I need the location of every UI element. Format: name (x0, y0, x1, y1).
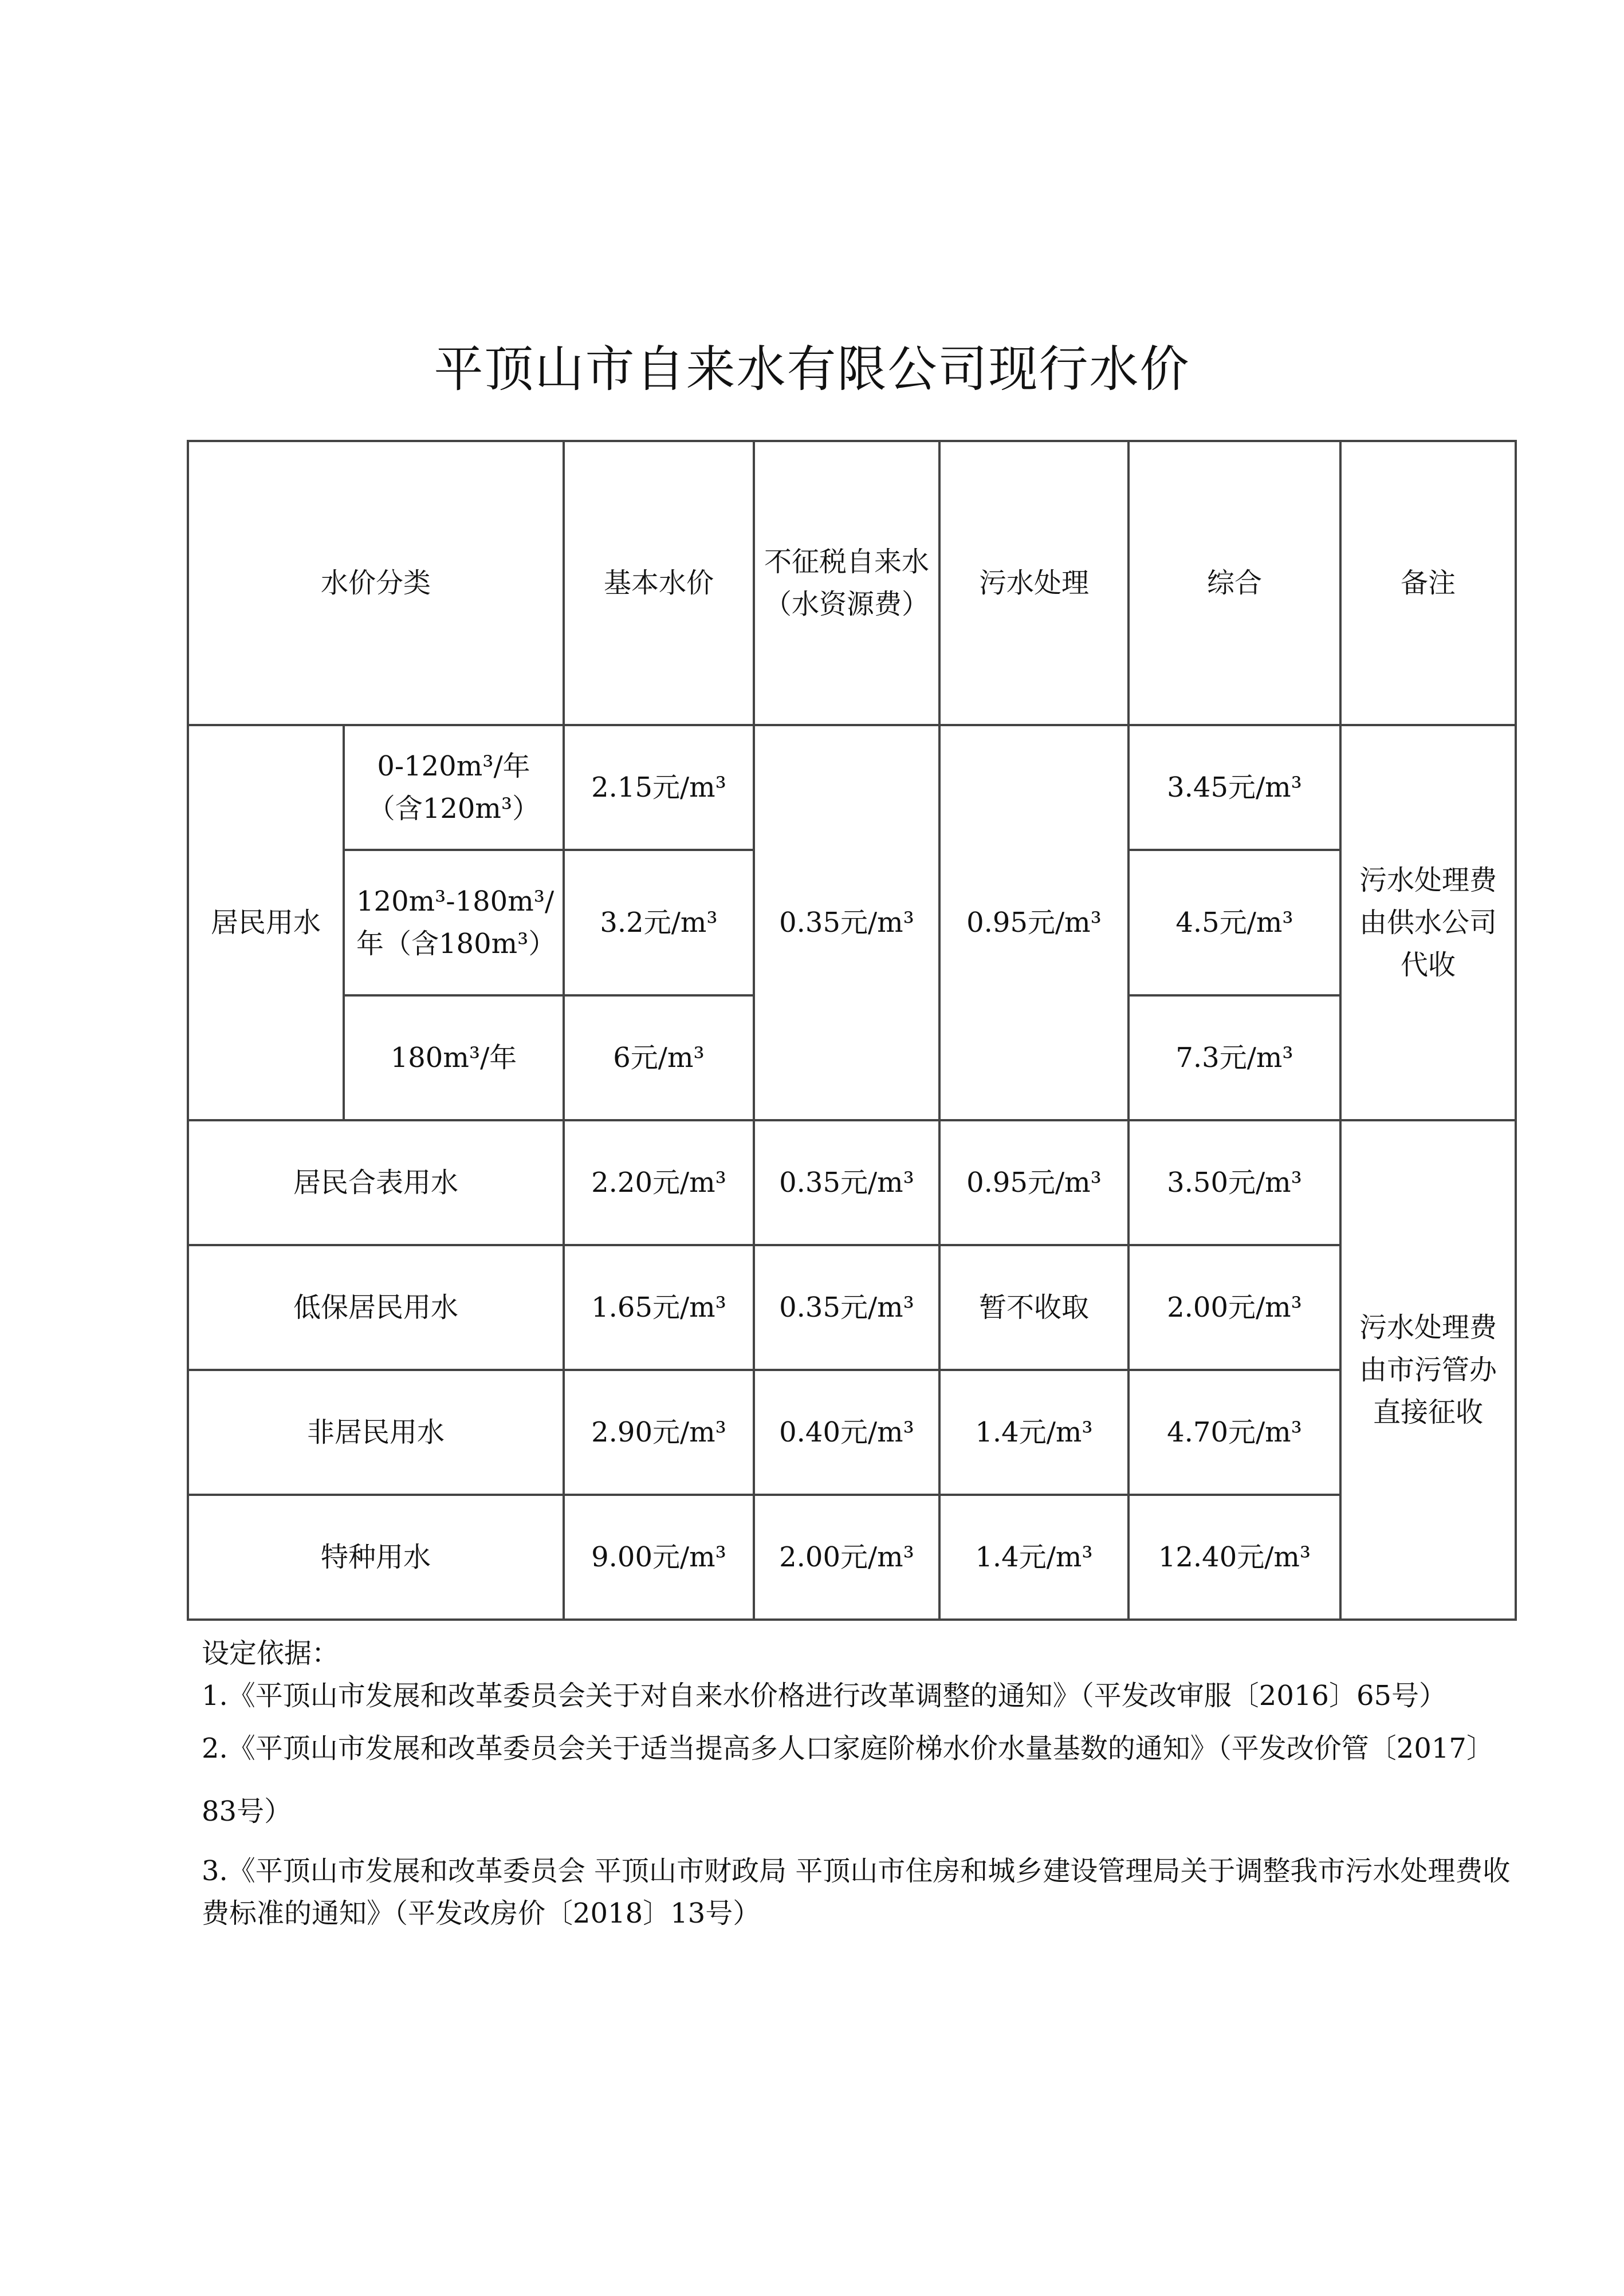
row-tax-free: 0.35元/m³ (754, 1120, 939, 1245)
row-category: 特种用水 (188, 1495, 564, 1620)
row-sewage: 1.4元/m³ (939, 1495, 1128, 1620)
page-title: 平顶山市自来水有限公司现行水价 (434, 341, 1190, 398)
basis-notes (202, 1632, 1513, 1935)
residential-remark: 污水处理费由供水公司代收 (1340, 725, 1516, 1120)
note-item: 1.《平顶山市发展和改革委员会关于对自来水价格进行改革调整的通知》（平发改审服〔2016〕65号） (202, 1680, 1447, 1712)
row-total: 3.50元/m³ (1128, 1120, 1340, 1245)
residential-label: 居民用水 (188, 725, 344, 1120)
row-total: 2.00元/m³ (1128, 1245, 1340, 1370)
residential-tax-free: 0.35元/m³ (754, 725, 939, 1120)
row-total: 4.70元/m³ (1128, 1370, 1340, 1495)
header-row (188, 441, 1516, 725)
other-remark: 污水处理费由市污管办直接征收 (1340, 1120, 1516, 1620)
header-basic-price: 基本水价 (564, 441, 754, 725)
row-sewage: 0.95元/m³ (939, 1120, 1128, 1245)
tier-range: 0-120m³/年（含120m³） (344, 725, 564, 850)
tier-basic-price: 3.2元/m³ (564, 850, 754, 995)
residential-sewage: 0.95元/m³ (939, 725, 1128, 1120)
row-basic-price: 9.00元/m³ (564, 1495, 754, 1620)
header-total: 综合 (1128, 441, 1340, 725)
note-item: 2.《平顶山市发展和改革委员会关于适当提高多人口家庭阶梯水价水量基数的通知》（平发改价管〔2017〕83号） (202, 1732, 1494, 1828)
row-basic-price: 2.90元/m³ (564, 1370, 754, 1495)
tier-total: 4.5元/m³ (1128, 850, 1340, 995)
header-sewage: 污水处理 (939, 441, 1128, 725)
tier-basic-price: 2.15元/m³ (564, 725, 754, 850)
row-category: 居民合表用水 (188, 1120, 564, 1245)
header-remark: 备注 (1340, 441, 1516, 725)
row-tax-free: 2.00元/m³ (754, 1495, 939, 1620)
row-tax-free: 0.35元/m³ (754, 1245, 939, 1370)
header-category: 水价分类 (188, 441, 564, 725)
tier-range: 180m³/年 (344, 995, 564, 1120)
row-basic-price: 1.65元/m³ (564, 1245, 754, 1370)
row-sewage: 暂不收取 (939, 1245, 1128, 1370)
table-row (188, 1245, 1516, 1370)
header-tax-free-water: 不征税自来水（水资源费） (754, 441, 939, 725)
row-sewage: 1.4元/m³ (939, 1370, 1128, 1495)
row-total: 12.40元/m³ (1128, 1495, 1340, 1620)
tier-range: 120m³-180m³/年（含180m³） (344, 850, 564, 995)
table-row (188, 1120, 1516, 1245)
row-category: 非居民用水 (188, 1370, 564, 1495)
table-row (188, 1370, 1516, 1495)
row-basic-price: 2.20元/m³ (564, 1120, 754, 1245)
table-row (188, 1495, 1516, 1620)
row-tax-free: 0.40元/m³ (754, 1370, 939, 1495)
note-item: 3.《平顶山市发展和改革委员会 平顶山市财政局 平顶山市住房和城乡建设管理局关于调整我市污水处理费收费标准的通知》（平发改房价〔2018〕13号） (202, 1855, 1511, 1929)
tier-total: 3.45元/m³ (1128, 725, 1340, 850)
notes-heading: 设定依据： (202, 1637, 340, 1669)
water-price-table (187, 440, 1517, 1621)
row-category: 低保居民用水 (188, 1245, 564, 1370)
tier-total: 7.3元/m³ (1128, 995, 1340, 1120)
table-row (188, 725, 1516, 850)
tier-basic-price: 6元/m³ (564, 995, 754, 1120)
